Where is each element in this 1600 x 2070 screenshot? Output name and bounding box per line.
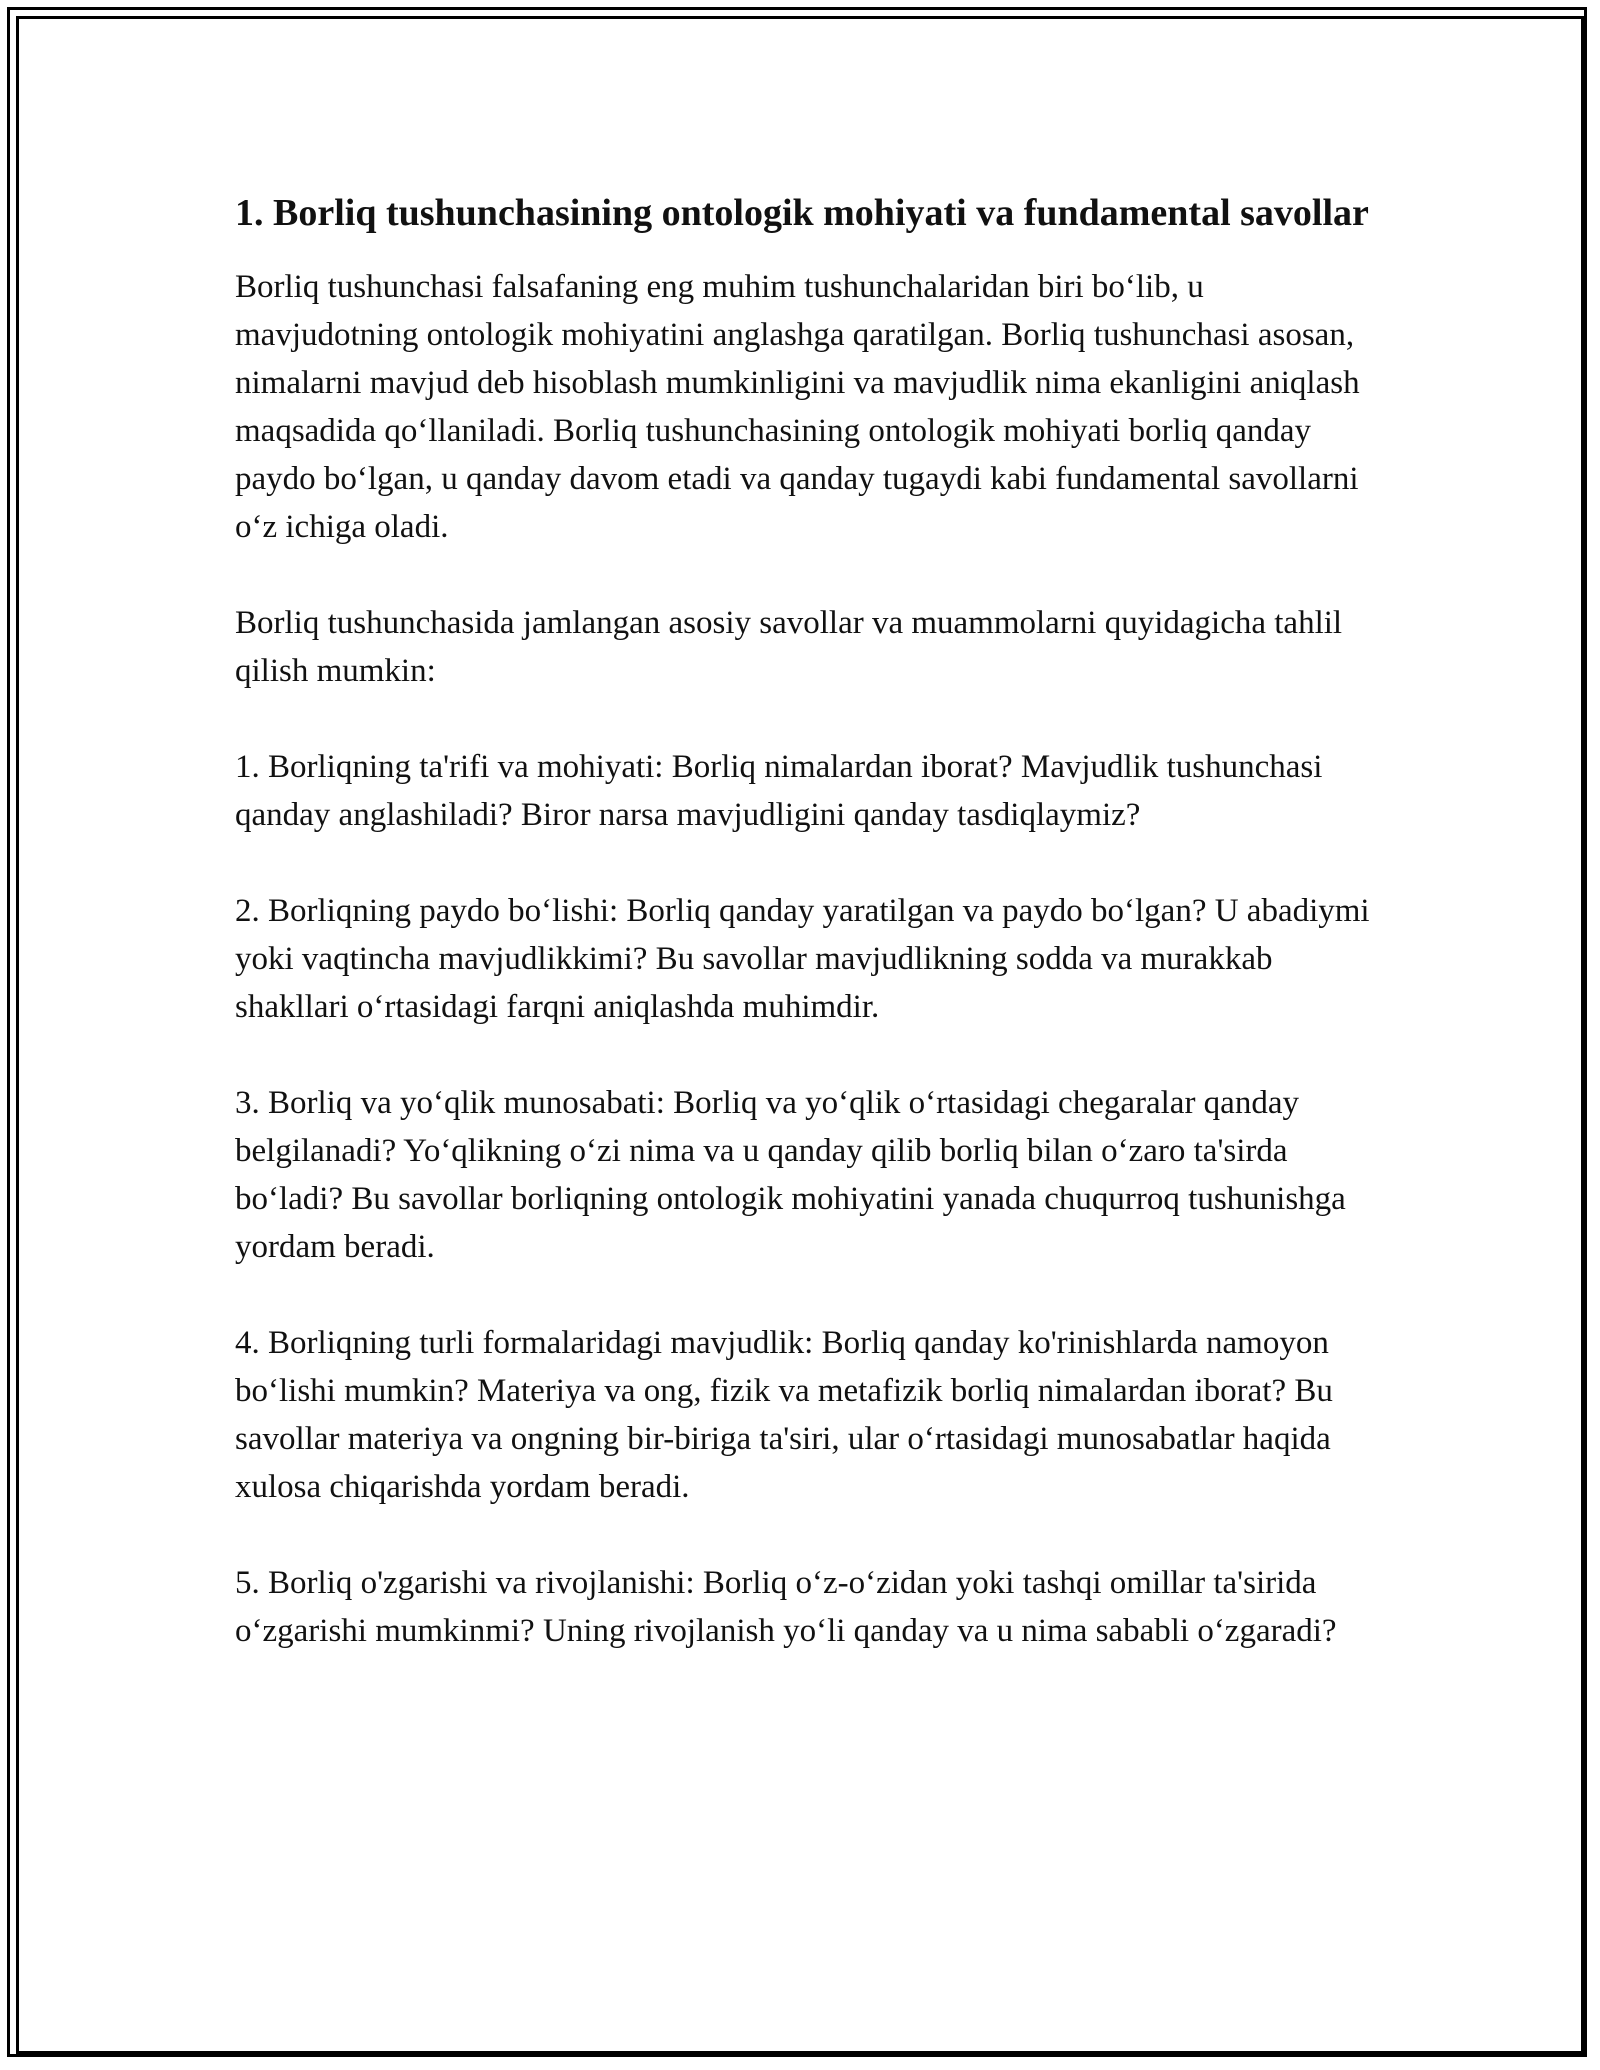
paragraph-question-4: 4. Borliqning turli formalaridagi mavjudlik: Borliq qanday ko'rinishlarda namoyon bo‘lishi mumkin? Materiya va ong, fizik va metafizik borliq nimalardan iborat? Bu savollar materiya va ongning bir-biriga ta'siri, ular o‘rtasidagi munosabatlar haqida xulosa chiqarishda yordam beradi. [235,1325,1333,1505]
document-body [235,186,1385,1703]
paragraph-intro: Borliq tushunchasi falsafaning eng muhim tushunchalaridan biri bo‘lib, u mavjudotning ontologik mohiyatini anglashga qaratilgan. Borliq tushunchasi asosan, nimalarni mavjud deb hisoblash mumkinligini va mavjudlik nima ekanligini aniqlash maqsadida qo‘llaniladi. Borliq tushunchasining ontologik mohiyati borliq qanday paydo bo‘lgan, u qanday davom etadi va qanday tugaydi kabi fundamental savollarni o‘z ichiga oladi. [235,269,1360,545]
paragraph-question-3: 3. Borliq va yo‘qlik munosabati: Borliq va yo‘qlik o‘rtasidagi chegaralar qanday belgilanadi? Yo‘qlikning o‘zi nima va u qanday qilib borliq bilan o‘zaro ta'sirda bo‘ladi? Bu savollar borliqning ontologik mohiyatini yanada chuqurroq tushunishga yordam beradi. [235,1085,1346,1265]
paragraph-question-1: 1. Borliqning ta'rifi va mohiyati: Borliq nimalardan iborat? Mavjudlik tushunchasi qanday anglashiladi? Biror narsa mavjudligini qanday tasdiqlaymiz? [235,749,1323,833]
section-heading: 1. Borliq tushunchasining ontologik mohiyati va fundamental savollar [235,192,1369,234]
paragraph-question-2: 2. Borliqning paydo bo‘lishi: Borliq qanday yaratilgan va paydo bo‘lgan? U abadiymi yoki vaqtincha mavjudlikkimi? Bu savollar mavjudlikning sodda va murakkab shakllari o‘rtasidagi farqni aniqlashda muhimdir. [235,893,1370,1025]
paragraph-questions-intro: Borliq tushunchasida jamlangan asosiy savollar va muammolarni quyidagicha tahlil qilish mumkin: [235,605,1343,689]
paragraph-question-5: 5. Borliq o'zgarishi va rivojlanishi: Borliq o‘z-o‘zidan yoki tashqi omillar ta'sirida o‘zgarishi mumkinmi? Uning rivojlanish yo‘li qanday va u nima sababli o‘zgaradi? [235,1565,1337,1649]
